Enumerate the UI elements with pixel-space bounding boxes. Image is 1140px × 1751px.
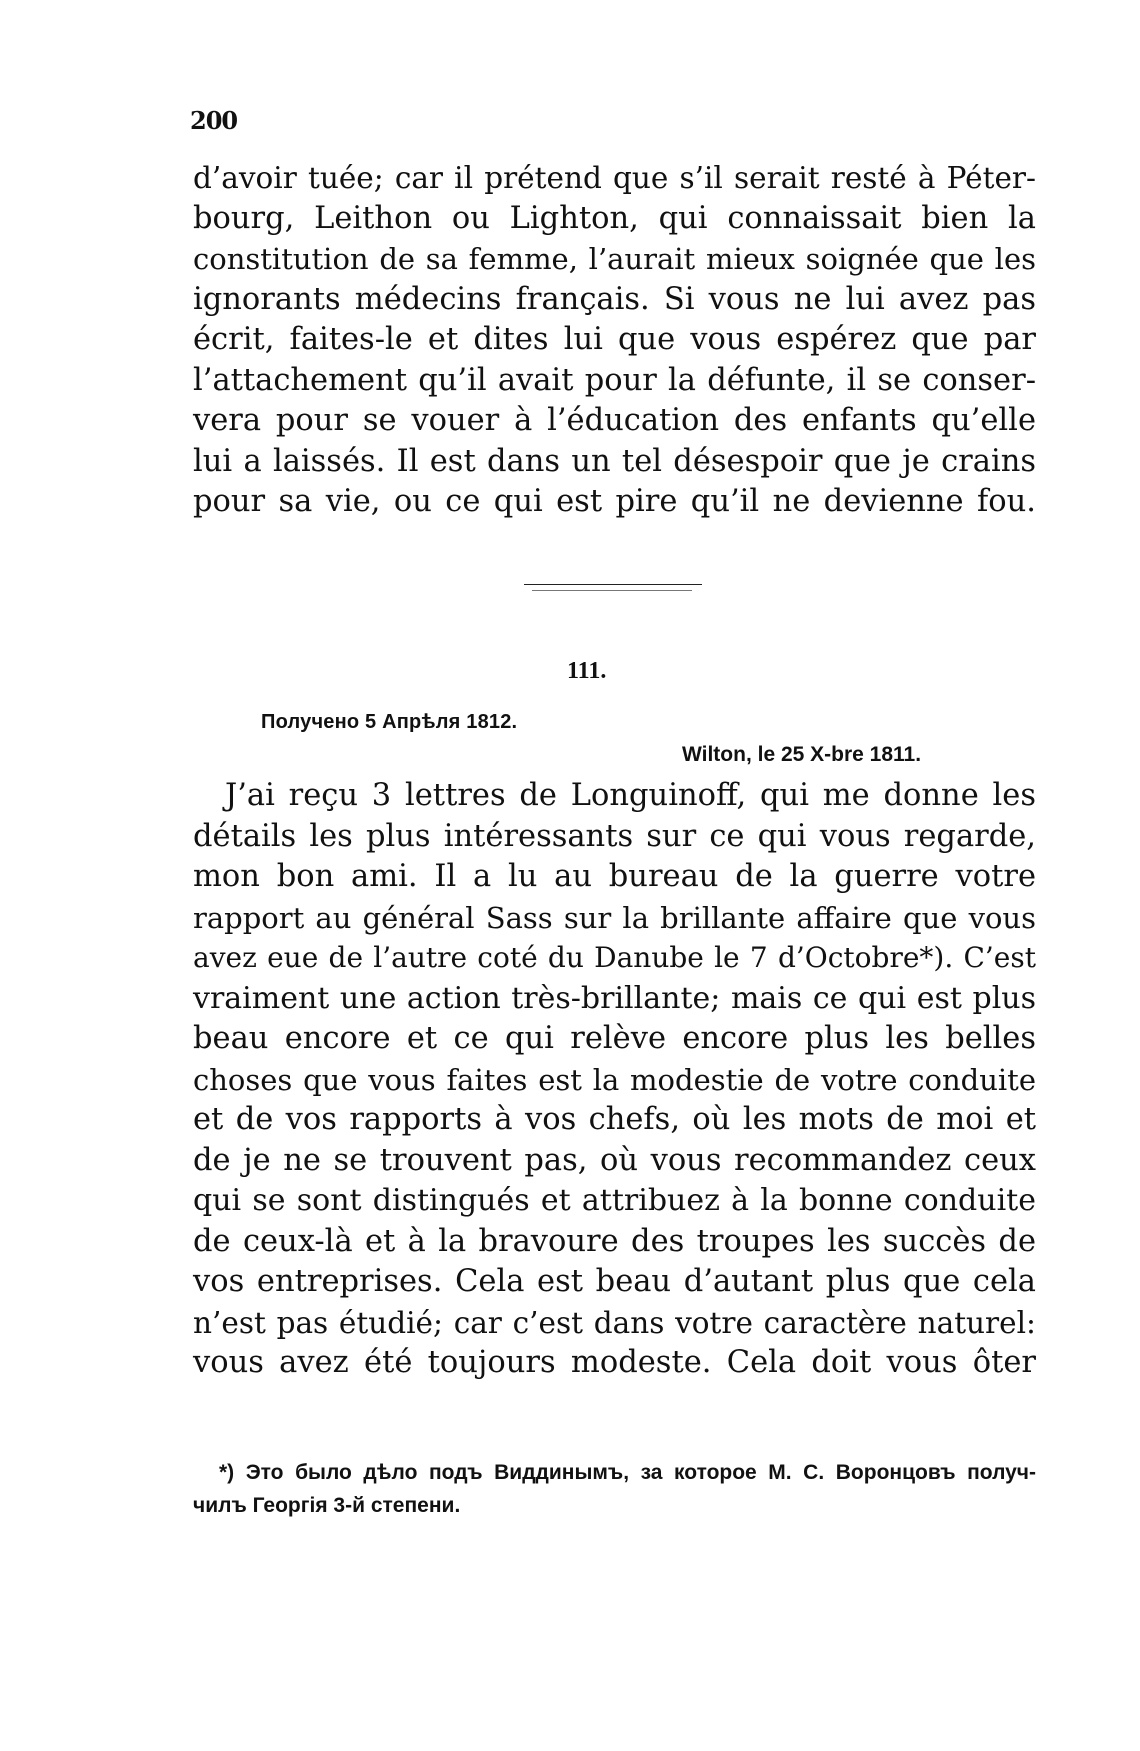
text-line: l’attachement qu’il avait pour la défunte, il se conser- [193, 362, 1036, 398]
text-line: de je ne se trouvent pas, où vous recommandez ceux [193, 1142, 1036, 1178]
text-line: J’ai reçu 3 lettres de Longuinoff, qui me donne les [225, 778, 1036, 813]
text-line: lui a laissés. Il est dans un tel désespoir que je crains [193, 443, 1036, 479]
footnote-line: чилъ Георгія 3-й степени. [193, 1494, 461, 1517]
place-date: Wilton, le 25 X-bre 1811. [682, 743, 922, 766]
text-line: ignorants médecins français. Si vous ne lui avez pas [193, 281, 1036, 317]
received-date: Получено 5 Апрѣля 1812. [261, 711, 518, 733]
text-line: d’avoir tuée; car il prétend que s’il serait resté à Péter- [193, 161, 1036, 195]
text-line: constitution de sa femme, l’aurait mieux soignée que les [193, 242, 1036, 276]
text-line: mon bon ami. Il a lu au bureau de la guerre votre [193, 859, 1036, 894]
text-line: vous avez été toujours modeste. Cela doit vous ôter [193, 1345, 1036, 1380]
letter-number: 111. [567, 658, 607, 684]
text-line: écrit, faites-le et dites lui que vous espérez que par [193, 322, 1036, 357]
top-paragraph [193, 158, 1036, 523]
text-line: avez eue de l’autre coté du Danube le 7 d’Octobre*). C’est [193, 941, 1036, 974]
text-line: et de vos rapports à vos chefs, où les mots de moi et [193, 1102, 1036, 1137]
text-line: rapport au général Sass sur la brillante affaire que vous [193, 900, 1036, 935]
text-line: bourg, Leithon ou Lighton, qui connaissait bien la [193, 200, 1036, 236]
text-line: beau encore et ce qui relève encore plus les belles [193, 1021, 1036, 1056]
section-divider [524, 584, 702, 585]
text-line: vraiment une action très-brillante; mais ce qui est plus [193, 980, 1036, 1016]
text-line: vera pour se vouer à l’éducation des enfants qu’elle [193, 403, 1036, 438]
footnote-line: *) Это было дѣло подъ Виддинымъ, за которое М. С. Воронцовъ получ- [219, 1461, 1036, 1484]
text-line: détails les plus intéressants sur ce qui vous regarde, [193, 818, 1036, 854]
page-number: 200 [190, 106, 238, 135]
text-line: de ceux-là et à la bravoure des troupes les succès de [193, 1223, 1036, 1259]
text-line: pour sa vie, ou ce qui est pire qu’il ne devienne fou. [193, 484, 1036, 519]
letter-body [193, 776, 1036, 1384]
text-line: choses que vous faites est la modestie de votre conduite [193, 1062, 1036, 1097]
text-line: qui se sont distingués et attribuez à la bonne conduite [193, 1183, 1036, 1218]
text-line: vos entreprises. Cela est beau d’autant plus que cela [193, 1264, 1036, 1299]
footnote [193, 1456, 1036, 1522]
text-line: n’est pas étudié; car c’est dans votre caractère naturel: [193, 1305, 1036, 1340]
section-divider-thin [532, 590, 692, 591]
